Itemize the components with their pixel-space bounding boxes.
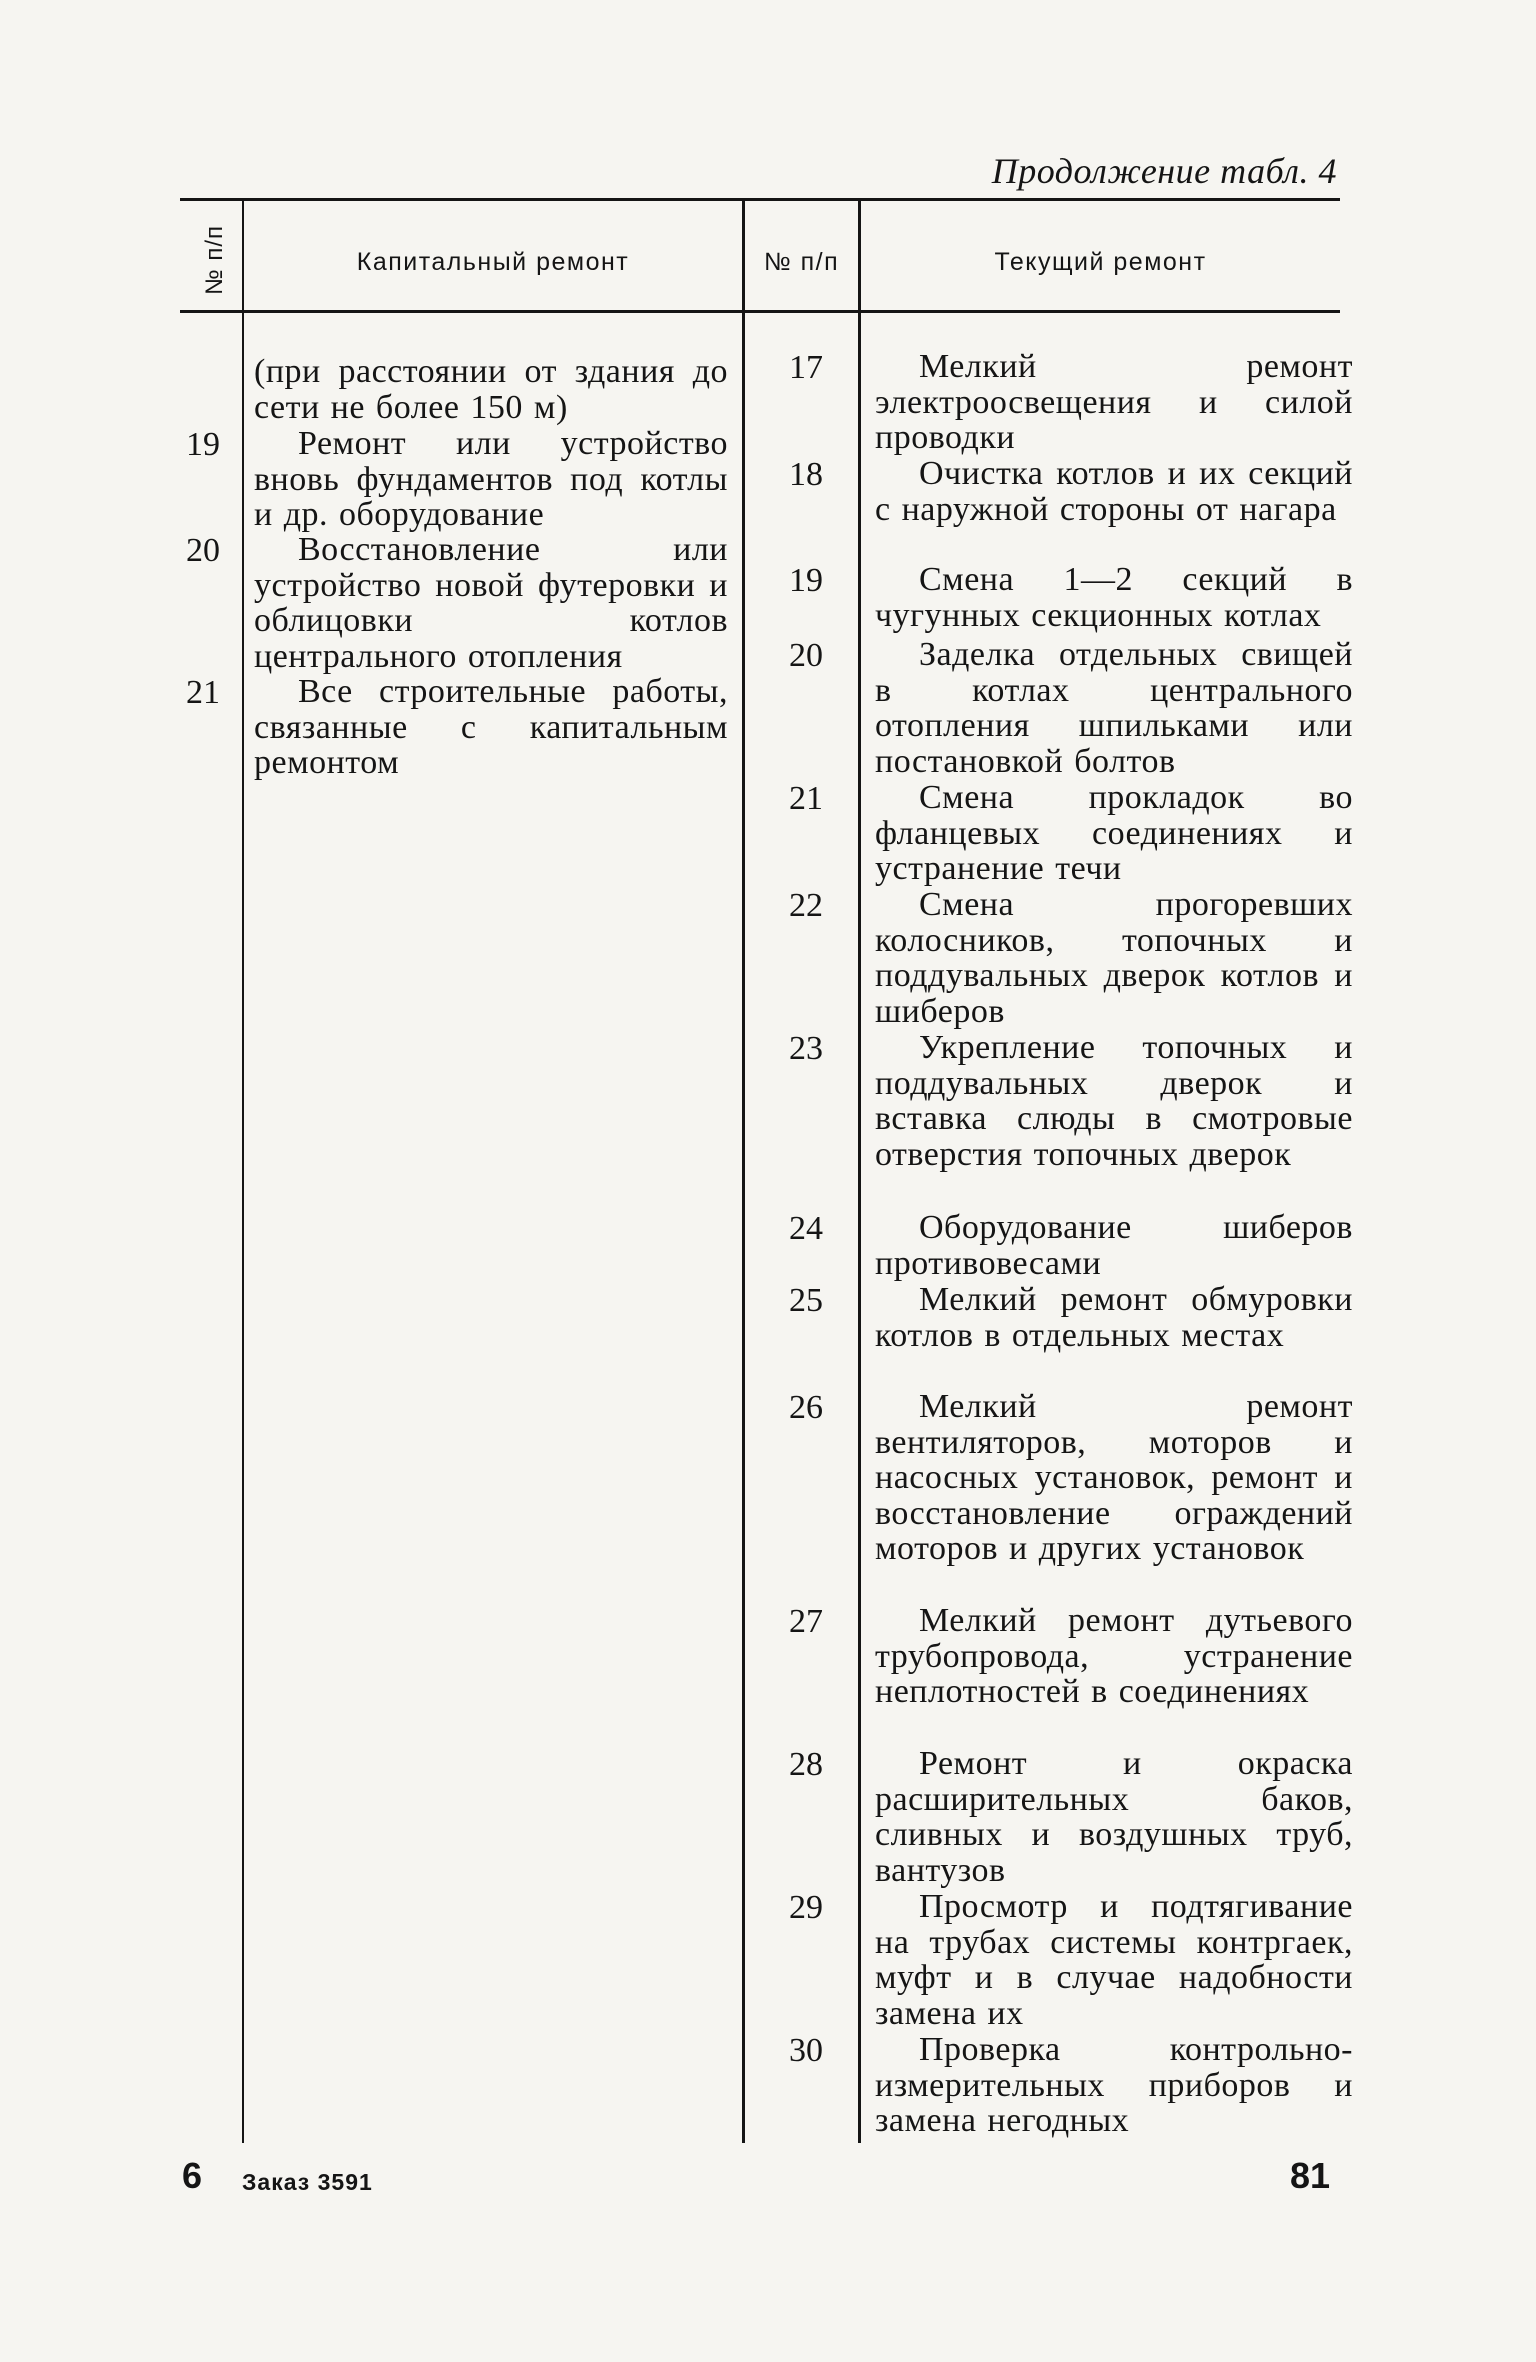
table-top-rule: [180, 198, 1340, 201]
page-number: 81: [1290, 2155, 1331, 2196]
left-item-number: 20: [186, 532, 220, 569]
right-item-number: 19: [789, 562, 823, 599]
header-right-number: № п/п: [763, 248, 840, 276]
left-item-text: Все строительные работы, связанные с капитальным ремонтом: [254, 673, 728, 781]
right-item-number: 24: [789, 1210, 823, 1247]
right-item-text: Просмотр и подтягивание на трубах системы контргаек, муфт и в случае надобности замена их: [875, 1888, 1353, 2032]
right-item-text: Мелкий ремонт электроосвещения и силой проводки: [875, 348, 1353, 456]
header-current-repair: Текущий ремонт: [994, 248, 1207, 276]
header-capital-repair: Капитальный ремонт: [356, 248, 630, 276]
left-item-text: Восстановление или устройство новой футеровки и облицовки котлов центрального отопления: [254, 531, 728, 675]
right-item-number: 17: [789, 349, 823, 386]
column-divider-3: [858, 198, 861, 2143]
left-item-number: 19: [186, 426, 220, 463]
right-item-text: Оборудование шиберов противовесами: [875, 1209, 1353, 1282]
header-left-number: № п/п: [201, 224, 228, 296]
right-item-number: 26: [789, 1389, 823, 1426]
left-item-number: 21: [186, 674, 220, 711]
right-item-text: Мелкий ремонт обмуровки котлов в отдельных местах: [875, 1281, 1353, 1354]
right-item-text: Мелкий ремонт дутьевого трубопровода, устранение неплотностей в соединениях: [875, 1602, 1353, 1710]
right-item-number: 29: [789, 1889, 823, 1926]
right-item-text: Смена прогоревших колосников, топочных и поддувальных дверок котлов и шиберов: [875, 886, 1353, 1030]
right-item-number: 27: [789, 1603, 823, 1640]
right-item-text: Укрепление топочных и поддувальных дверок и вставка слюды в смотровые отверстия топочных дверок: [875, 1029, 1353, 1173]
left-item-text: Ремонт или устройство вновь фундаментов под котлы и др. оборудование: [254, 425, 728, 533]
continuation-label: Продолжение табл. 4: [991, 151, 1337, 191]
right-item-text: Смена 1—2 секций в чугунных секционных котлах: [875, 561, 1353, 634]
left-continuation-text: (при расстоянии от здания до сети не более 150 м): [254, 353, 728, 426]
column-divider-2: [742, 198, 745, 2143]
footer-order-number: Заказ 3591: [242, 2169, 373, 2195]
right-item-number: 18: [789, 456, 823, 493]
right-item-text: Заделка отдельных свищей в котлах центрального отопления шпильками или постановкой болтов: [875, 636, 1353, 780]
right-item-number: 21: [789, 780, 823, 817]
right-item-number: 22: [789, 887, 823, 924]
right-item-text: Мелкий ремонт вентиляторов, моторов и насосных установок, ремонт и восстановление ограждений моторов и других установок: [875, 1388, 1353, 1567]
right-item-text: Смена прокладок во фланцевых соединениях и устранение течи: [875, 779, 1353, 887]
right-item-number: 25: [789, 1282, 823, 1319]
right-item-number: 20: [789, 637, 823, 674]
footer-sheet-number: 6: [182, 2155, 203, 2196]
right-item-number: 23: [789, 1030, 823, 1067]
right-item-number: 30: [789, 2032, 823, 2069]
right-item-text: Проверка контрольно-измерительных приборов и замена негодных: [875, 2031, 1353, 2139]
right-item-text: Очистка котлов и их секций с наружной стороны от нагара: [875, 455, 1353, 528]
right-item-text: Ремонт и окраска расширительных баков, сливных и воздушных труб, вантузов: [875, 1745, 1353, 1889]
right-item-number: 28: [789, 1746, 823, 1783]
column-divider-1: [242, 198, 244, 2143]
